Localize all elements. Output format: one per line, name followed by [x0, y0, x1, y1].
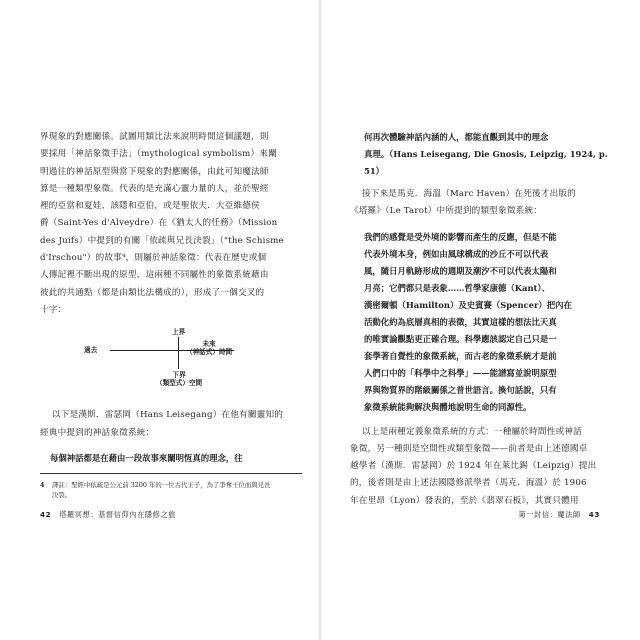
text-line: 象徵，另一種則是空間性或類型象徵——前者是由上述德國卓 [350, 443, 588, 454]
text-line: 代表外境本身，例如由風球構成的沙丘不可以代表 [364, 248, 549, 259]
left-paragraph-2 [0, 407, 320, 442]
running-title: 塔羅冥想：基督信仰內在隱修之旅 [59, 510, 177, 519]
diagram-label-top: 上界 [172, 328, 186, 337]
block-quote: 每個神話都是在藉由一段故事來闡明恆真的理念，往 [50, 452, 243, 463]
page-number: 42 [40, 510, 52, 519]
footnote [40, 480, 320, 500]
text-line: 漢密爾頓（Hamilton）及史賓賽（Spencer）把內在 [364, 299, 572, 310]
cross-diagram [82, 329, 262, 399]
footnote-text: 決裂。 [52, 490, 72, 499]
footnote-divider [40, 473, 302, 474]
text-line: 算是一種類型象徵。代表的是充滿心靈力量的人，並於聖經 [40, 183, 269, 194]
left-paragraph-1 [0, 129, 320, 319]
text-line: 人們口中的「科學中之科學」——能譜寫並說明原型 [364, 367, 557, 378]
running-title: 第一封信：魔法師 [518, 510, 581, 519]
text-line: 月亮；它們都只是表象……哲學家康德（Kant）、 [364, 282, 550, 293]
text-line: 風，隨日月軌跡形成的週期及潮汐不可以代表太陽和 [364, 265, 557, 276]
text-line: 以下是漢斯．雷瑟岡（Hans Leisegang）在他有關靈知的 [52, 410, 284, 421]
text-line: 51） [364, 166, 385, 176]
text-line: 接下來是馬克．海溫（Marc Haven）在死後才出版的 [362, 189, 576, 199]
page-number: 43 [588, 510, 600, 519]
text-line: des Juifs）中提到的有關「依疏與兄長決裂」（"the Schisme [40, 235, 284, 246]
text-line: 真理。（Hans Leisegang, Die Gnosis, Leipzig, 1924, p. [364, 149, 608, 159]
diagram-label-bottom: 下界 （類型式）空間 [156, 371, 203, 388]
text-line: 《塔羅》（Le Tarot）中所提到的類型象徵系統： [350, 206, 543, 217]
right-quote-1 [320, 129, 640, 180]
text-line: 彼此的共通點（都是由類比法構成的），形成了一個交叉的 [40, 287, 265, 298]
right-page [320, 0, 640, 640]
text-line: 人傳記裡不斷出現的原型，這兩種不同屬性的象徵系統藉由 [40, 270, 269, 281]
text-line: 十字： [40, 304, 67, 315]
text-line: 爵（Saint-Yes d'Alveydre）在《猶太人的任務》（Mission [40, 218, 278, 229]
text-line: 年在里昂（Lyon）發表的，至於《翡翠石板》，其實只體用 [350, 495, 579, 506]
diagram-label-right: 未來 （神話式）時間 [186, 340, 233, 357]
footnote-text: 譯註：聖經中依疏是公元前 3200 年的一位古代王子，為了爭奪王位而與兄長 [52, 480, 271, 489]
text-line: 套學著自覺性的象徵系統，而古老的象徵系統才是前 [364, 350, 557, 361]
diagram-label-left: 過去 [84, 346, 98, 355]
text-line: 的唯實論觀點更正確合理。科學應該認定自己只是一 [364, 333, 557, 344]
text-line: 要採用「神話象徵手法」（mythological symbolism）來闡 [40, 149, 277, 160]
right-page-folio [518, 510, 600, 520]
text-line: 何再次體驗神話內涵的人，都能直觀到其中的理念 [364, 132, 549, 142]
text-line: 的，後者則是由上述法國隱修派學者（馬克．海溫）於 1906 [350, 478, 587, 489]
text-line: 活動化約為底層真相的表徵，其實這樣的想法比天真 [364, 316, 557, 327]
left-page-folio [40, 510, 176, 520]
text-line: d'Irschou"）的故事⁴，則屬於神話象徵：代表在歷史或個 [40, 253, 267, 264]
text-line: 界現象的對應關係。試圖用類比法來說明時間這個議題，則 [40, 132, 269, 142]
text-line: 以上是兩種定義象徵系統的方式：一種屬於時間性或神話 [362, 426, 582, 437]
text-line: 越學者（漢斯．雷瑟岡）於 1924 年在萊比錫（Leipzig）提出 [350, 461, 597, 472]
right-paragraph-1 [350, 186, 640, 221]
text-line: 裡的亞當和夏娃、該隱和亞伯，或是聖依夫．大亞維德侯 [40, 201, 260, 212]
text-line: 經典中提到的神話象徵系統： [40, 427, 155, 438]
footnote-number: 4 [40, 480, 45, 489]
right-quote-2 [320, 229, 640, 416]
text-line: 明過往的神話原型與當下現象的對應關係，由此可知魔法師 [40, 166, 269, 177]
text-line: 我們的感覺是受外境的影響而產生的反應，但是不能 [364, 231, 557, 242]
text-line: 象徵系統能夠解決與體地說明生命的同源性。 [364, 401, 532, 412]
right-paragraph-2 [350, 424, 640, 510]
text-line: 界與物質界的階級關係之普世語言。換句話說，只有 [364, 384, 557, 395]
diagram-vertical-axis [178, 337, 179, 369]
